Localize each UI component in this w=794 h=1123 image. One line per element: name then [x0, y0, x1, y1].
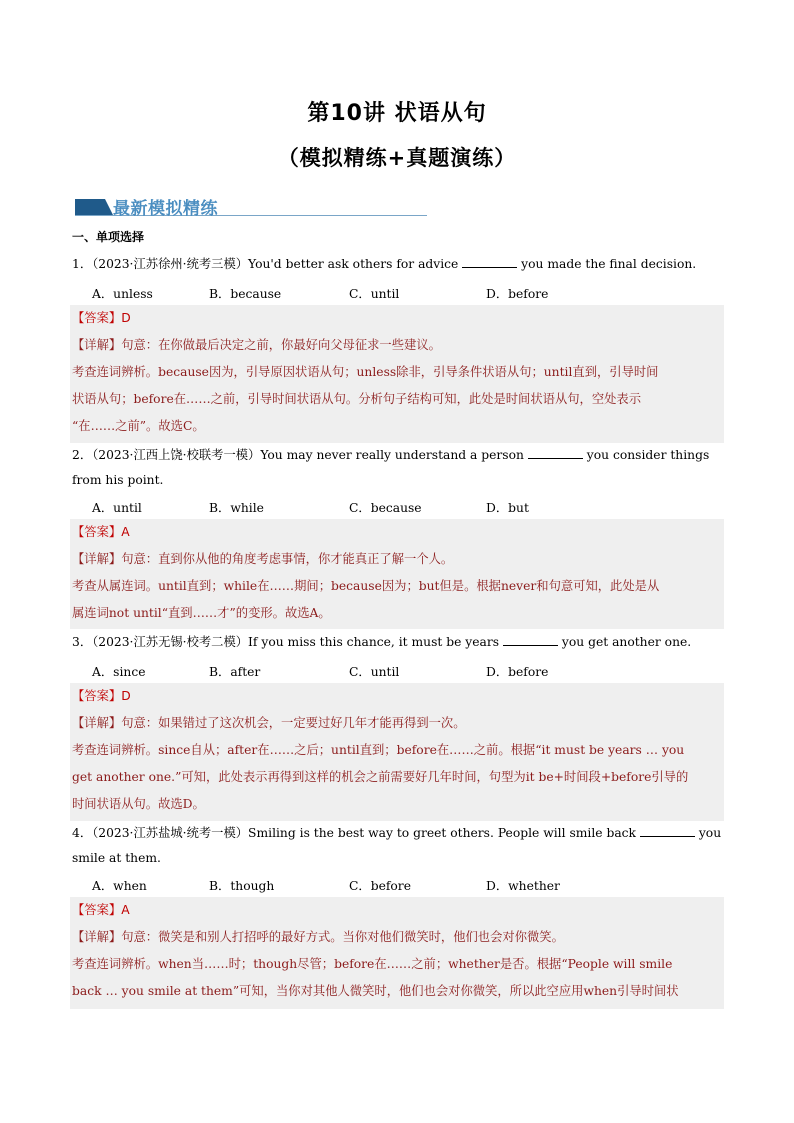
option-a: A．unless [92, 287, 153, 301]
option-b: B．while [209, 501, 264, 515]
question-2-answer-block [70, 519, 724, 629]
detail-line: back … you smile at them”可知，当你对其他人微笑时，他们也会对你微笑，所以此空应用when引导时间状 [72, 984, 679, 998]
question-stem-text: you consider things [586, 448, 710, 462]
option-c: C．until [349, 665, 400, 679]
question-stem-text: 2．（2023·江西上饶·校联考一模）You may never really understand a person [72, 448, 524, 462]
option-c: C．before [349, 879, 411, 893]
question-2-stem [72, 443, 732, 493]
option-a: A．when [92, 879, 147, 893]
answer-label: 【答案】A [72, 903, 130, 917]
detail-line: 考查连词辨析。when当……时；though尽管；before在……之前；whether是否。根据“People will smile [72, 957, 673, 971]
answer-blank [640, 824, 695, 837]
detail-line: 【详解】句意：微笑是和别人打招呼的最好方式。当你对他们微笑时，他们也会对你微笑。 [72, 930, 564, 944]
question-stem-text: smile at them. [72, 851, 161, 865]
detail-line: “在……之前”。故选C。 [72, 419, 205, 433]
question-stem-text: you [698, 826, 722, 840]
option-b: B．though [209, 879, 275, 893]
banner-label: 最新模拟精练 [113, 199, 218, 219]
question-stem-text: 4．（2023·江苏盐城·统考一模）Smiling is the best way to greet others. People will smile back [72, 826, 637, 840]
question-1-answer-block [70, 305, 724, 443]
detail-line: 【详解】句意：在你做最后决定之前，你最好向父母征求一些建议。 [72, 338, 441, 352]
detail-line: 考查连词辨析。because因为，引导原因状语从句；unless除非，引导条件状语从句；until直到，引导时间 [72, 365, 659, 379]
answer-blank [462, 255, 517, 268]
page-title: 第10讲 状语从句 [307, 101, 487, 126]
question-3-answer-block [70, 683, 724, 821]
question-stem-text: you made the final decision. [521, 257, 697, 271]
question-4-stem [72, 821, 732, 871]
detail-line: 考查从属连词。until直到；while在……期间；because因为；but但是。根据never和句意可知，此处是从 [72, 579, 660, 593]
answer-blank [503, 633, 558, 646]
option-c: C．because [349, 501, 422, 515]
option-a: A．since [92, 665, 146, 679]
option-b: B．after [209, 665, 261, 679]
detail-line: 考查连词辨析。since自从；after在……之后；until直到；before在……之前。根据“it must be years … you [72, 743, 685, 757]
question-1-stem [72, 252, 732, 277]
answer-label: 【答案】D [72, 311, 131, 325]
question-4-answer-block [70, 897, 724, 1009]
section-banner [75, 194, 430, 218]
option-a: A．until [92, 501, 142, 515]
option-b: B．because [209, 287, 282, 301]
detail-line: get another one.”可知，此处表示再得到这样的机会之前需要好几年时间，句型为it be+时间段+before引导的 [72, 770, 689, 784]
question-stem-text: you get another one. [561, 635, 692, 649]
answer-blank [528, 446, 583, 459]
question-3-stem [72, 630, 732, 655]
section-heading: 一、单项选择 [72, 230, 145, 244]
banner-flag-icon [75, 199, 115, 215]
option-d: D．whether [486, 879, 560, 893]
page-subtitle: （模拟精练+真题演练） [277, 146, 517, 170]
option-c: C．until [349, 287, 400, 301]
option-d: D．before [486, 665, 549, 679]
detail-line: 状语从句；before在……之前，引导时间状语从句。分析句子结构可知，此处是时间状语从句，空处表示 [72, 392, 642, 406]
detail-line: 属连词not until“直到……才”的变形。故选A。 [72, 606, 331, 620]
question-stem-text: from his point. [72, 473, 164, 487]
detail-line: 时间状语从句。故选D。 [72, 797, 205, 811]
option-d: D．before [486, 287, 549, 301]
question-stem-text: 1．（2023·江苏徐州·统考三模）You'd better ask others for advice [72, 257, 459, 271]
answer-label: 【答案】A [72, 525, 130, 539]
detail-line: 【详解】句意：直到你从他的角度考虑事情，你才能真正了解一个人。 [72, 552, 454, 566]
answer-label: 【答案】D [72, 689, 131, 703]
option-d: D．but [486, 501, 529, 515]
detail-line: 【详解】句意：如果错过了这次机会，一定要过好几年才能再得到一次。 [72, 716, 466, 730]
question-stem-text: 3．（2023·江苏无锡·校考二模）If you miss this chance, it must be years [72, 635, 500, 649]
